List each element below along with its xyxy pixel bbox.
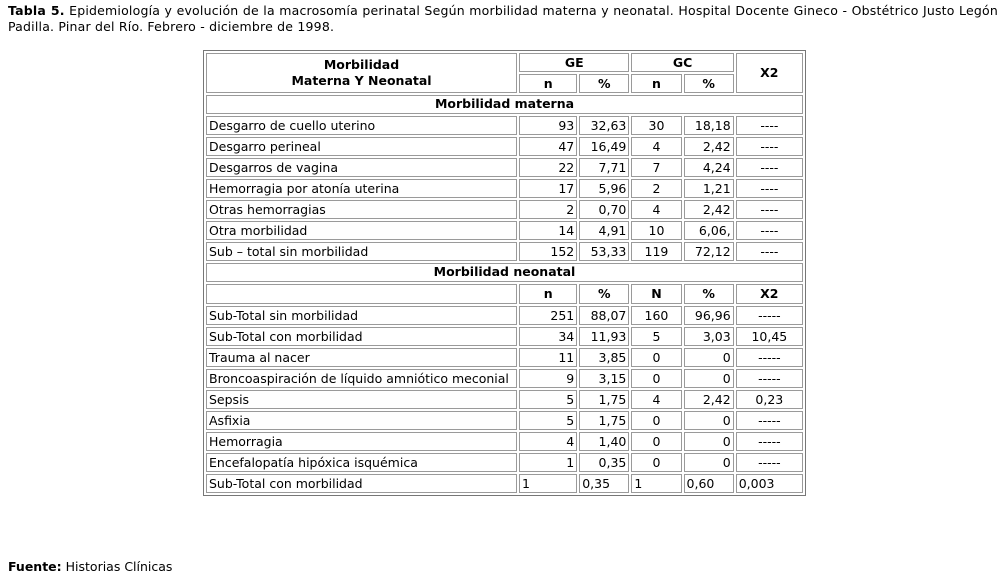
table-caption: [8, 3, 998, 35]
table-row: [206, 474, 803, 493]
gc-n-cell: 10: [631, 221, 681, 240]
table-row: [206, 158, 803, 177]
table-row: [206, 411, 803, 430]
ge-n-cell: 11: [519, 348, 577, 367]
ge-n-cell: 34: [519, 327, 577, 346]
gc-pct-cell: 0: [684, 369, 734, 388]
row-label: Sepsis: [206, 390, 517, 409]
gc-n-cell: 4: [631, 390, 681, 409]
ge-pct-cell: 11,93: [579, 327, 629, 346]
ge-n-cell: 152: [519, 242, 577, 261]
neonatal-header-row: [206, 284, 803, 304]
gc-pct-cell: 2,42: [684, 200, 734, 219]
table-row: [206, 369, 803, 388]
x2-cell: 0,23: [736, 390, 803, 409]
gc-pct-cell: 2,42: [684, 390, 734, 409]
row-label: Desgarros de vagina: [206, 158, 517, 177]
table-row: [206, 137, 803, 156]
caption-text: Epidemiología y evolución de la macrosomía perinatal Según morbilidad materna y neonatal. Hospital Docente Gineco - Obstétrico Justo Legón Padilla. Pinar del Río. Febrero - diciembre de 1998.: [8, 3, 998, 34]
gc-n-cell: 0: [631, 411, 681, 430]
ge-n-cell: 5: [519, 411, 577, 430]
x2-cell: -----: [736, 348, 803, 367]
x2-cell: ----: [736, 137, 803, 156]
x2-cell: ----: [736, 221, 803, 240]
neonatal-pct2-header: %: [684, 284, 734, 304]
table-row: [206, 116, 803, 135]
ge-header: GE: [519, 53, 629, 72]
ge-n-cell: 9: [519, 369, 577, 388]
row-label: Asfixia: [206, 411, 517, 430]
gc-n-cell: 0: [631, 432, 681, 451]
gc-n-cell: 2: [631, 179, 681, 198]
ge-n-cell: 1: [519, 474, 577, 493]
gc-n-header: n: [631, 74, 681, 93]
ge-n-cell: 1: [519, 453, 577, 472]
caption-label: Tabla 5.: [8, 3, 65, 18]
gc-n-cell: 0: [631, 369, 681, 388]
neonatal-pct-header: %: [579, 284, 629, 304]
ge-n-header: n: [519, 74, 577, 93]
gc-pct-header: %: [684, 74, 734, 93]
row-label: Otras hemorragias: [206, 200, 517, 219]
neonatal-n-header: n: [519, 284, 577, 304]
table-row: [206, 327, 803, 346]
ge-n-cell: 5: [519, 390, 577, 409]
table-row: [206, 390, 803, 409]
row-label: Broncoaspiración de líquido amniótico meconial: [206, 369, 517, 388]
x2-cell: -----: [736, 369, 803, 388]
ge-pct-cell: 5,96: [579, 179, 629, 198]
ge-pct-header: %: [579, 74, 629, 93]
section-neonatal-title: Morbilidad neonatal: [206, 263, 803, 282]
ge-pct-cell: 0,35: [579, 453, 629, 472]
ge-pct-cell: 3,15: [579, 369, 629, 388]
gc-pct-cell: 4,24: [684, 158, 734, 177]
table-row: [206, 221, 803, 240]
gc-pct-cell: 3,03: [684, 327, 734, 346]
ge-pct-cell: 1,75: [579, 390, 629, 409]
gc-pct-cell: 6,06,: [684, 221, 734, 240]
table-row: [206, 200, 803, 219]
x2-cell: 10,45: [736, 327, 803, 346]
row-label: Sub-Total sin morbilidad: [206, 306, 517, 325]
gc-pct-cell: 0: [684, 453, 734, 472]
ge-pct-cell: 4,91: [579, 221, 629, 240]
gc-n-cell: 5: [631, 327, 681, 346]
row-label: Sub-Total con morbilidad: [206, 327, 517, 346]
gc-pct-cell: 0: [684, 411, 734, 430]
gc-n-cell: 160: [631, 306, 681, 325]
ge-pct-cell: 32,63: [579, 116, 629, 135]
ge-pct-cell: 0,35: [579, 474, 629, 493]
x2-cell: -----: [736, 411, 803, 430]
gc-n-cell: 0: [631, 348, 681, 367]
x2-cell: ----: [736, 242, 803, 261]
gc-n-cell: 0: [631, 453, 681, 472]
x2-cell: -----: [736, 432, 803, 451]
gc-n-cell: 119: [631, 242, 681, 261]
gc-n-cell: 7: [631, 158, 681, 177]
x2-cell: ----: [736, 158, 803, 177]
row-label: Desgarro de cuello uterino: [206, 116, 517, 135]
gc-n-cell: 30: [631, 116, 681, 135]
ge-n-cell: 4: [519, 432, 577, 451]
x2-cell: ----: [736, 200, 803, 219]
ge-pct-cell: 53,33: [579, 242, 629, 261]
gc-pct-cell: 0: [684, 432, 734, 451]
ge-pct-cell: 1,40: [579, 432, 629, 451]
x2-header: X2: [736, 53, 803, 93]
row-label: Trauma al nacer: [206, 348, 517, 367]
ge-n-cell: 93: [519, 116, 577, 135]
x2-cell: ----: [736, 179, 803, 198]
neonatal-x2-header: X2: [736, 284, 803, 304]
morbidity-header: Morbilidad Materna Y Neonatal: [206, 53, 517, 93]
gc-n-cell: 1: [631, 474, 681, 493]
footer-text: Historias Clínicas: [65, 559, 173, 574]
ge-n-cell: 47: [519, 137, 577, 156]
row-label: Sub – total sin morbilidad: [206, 242, 517, 261]
ge-n-cell: 22: [519, 158, 577, 177]
neonatal-N-header: N: [631, 284, 681, 304]
row-label: Encefalopatía hipóxica isquémica: [206, 453, 517, 472]
footer-source: [8, 559, 172, 575]
ge-n-cell: 14: [519, 221, 577, 240]
ge-n-cell: 251: [519, 306, 577, 325]
x2-cell: -----: [736, 453, 803, 472]
section-maternal-row: [206, 95, 803, 114]
section-neonatal-row: [206, 263, 803, 282]
morbidity-table: [203, 50, 806, 496]
table-row: [206, 242, 803, 261]
gc-pct-cell: 72,12: [684, 242, 734, 261]
x2-cell: -----: [736, 306, 803, 325]
row-label: Sub-Total con morbilidad: [206, 474, 517, 493]
ge-pct-cell: 7,71: [579, 158, 629, 177]
table-row: [206, 306, 803, 325]
ge-pct-cell: 3,85: [579, 348, 629, 367]
ge-pct-cell: 16,49: [579, 137, 629, 156]
x2-cell: 0,003: [736, 474, 803, 493]
gc-pct-cell: 2,42: [684, 137, 734, 156]
footer-label: Fuente:: [8, 559, 62, 574]
ge-n-cell: 17: [519, 179, 577, 198]
gc-header: GC: [631, 53, 733, 72]
section-maternal-title: Morbilidad materna: [206, 95, 803, 114]
x2-cell: ----: [736, 116, 803, 135]
neonatal-header-blank: [206, 284, 517, 304]
gc-pct-cell: 1,21: [684, 179, 734, 198]
gc-pct-cell: 0,60: [684, 474, 734, 493]
ge-pct-cell: 88,07: [579, 306, 629, 325]
gc-pct-cell: 0: [684, 348, 734, 367]
table-row: [206, 179, 803, 198]
gc-pct-cell: 96,96: [684, 306, 734, 325]
gc-pct-cell: 18,18: [684, 116, 734, 135]
table-row: [206, 453, 803, 472]
row-label: Hemorragia: [206, 432, 517, 451]
ge-pct-cell: 0,70: [579, 200, 629, 219]
ge-pct-cell: 1,75: [579, 411, 629, 430]
header-row-1: [206, 53, 803, 72]
row-label: Hemorragia por atonía uterina: [206, 179, 517, 198]
table-row: [206, 348, 803, 367]
gc-n-cell: 4: [631, 137, 681, 156]
row-label: Otra morbilidad: [206, 221, 517, 240]
gc-n-cell: 4: [631, 200, 681, 219]
table-row: [206, 432, 803, 451]
row-label: Desgarro perineal: [206, 137, 517, 156]
ge-n-cell: 2: [519, 200, 577, 219]
